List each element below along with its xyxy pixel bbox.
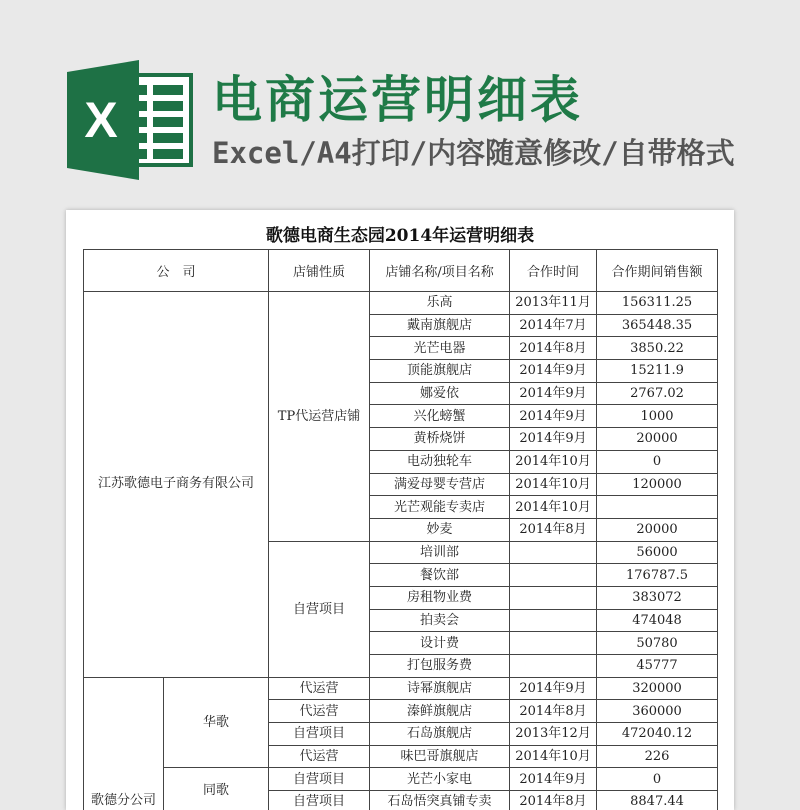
sales-amount: 15211.9 <box>597 360 718 383</box>
coop-time: 2014年10月 <box>510 473 597 496</box>
sales-amount <box>597 496 718 519</box>
store-name: 光芒观能专卖店 <box>370 496 510 519</box>
sales-amount: 1000 <box>597 405 718 428</box>
store-name: 拍卖会 <box>370 609 510 632</box>
store-name: 味巴哥旗舰店 <box>370 745 510 768</box>
col-sales: 合作期间销售额 <box>597 250 718 292</box>
store-name: 设计费 <box>370 632 510 655</box>
sales-amount: 320000 <box>597 677 718 700</box>
store-name: 电动独轮车 <box>370 450 510 473</box>
table-row <box>84 292 718 315</box>
sales-amount: 365448.35 <box>597 314 718 337</box>
store-type-cell: 自营项目 <box>269 541 370 677</box>
company-cell-branch: 歌德分公司 <box>84 677 164 810</box>
spreadsheet-preview <box>66 210 734 810</box>
col-coop-time: 合作时间 <box>510 250 597 292</box>
store-name: 光芒电器 <box>370 337 510 360</box>
coop-time <box>510 655 597 678</box>
excel-icon <box>67 60 195 180</box>
store-type: 代运营 <box>269 700 370 723</box>
sales-amount: 56000 <box>597 541 718 564</box>
sales-amount: 383072 <box>597 586 718 609</box>
store-name: 兴化螃蟹 <box>370 405 510 428</box>
col-company: 公 司 <box>84 250 269 292</box>
ledger-table <box>83 249 718 810</box>
coop-time <box>510 586 597 609</box>
sales-amount: 0 <box>597 450 718 473</box>
store-name: 打包服务费 <box>370 655 510 678</box>
col-store-name: 店铺名称/项目名称 <box>370 250 510 292</box>
sales-amount: 226 <box>597 745 718 768</box>
branch-cell: 华歌 <box>164 677 269 768</box>
coop-time: 2014年9月 <box>510 677 597 700</box>
coop-time: 2014年9月 <box>510 405 597 428</box>
coop-time: 2014年10月 <box>510 496 597 519</box>
branch-cell: 同歌 <box>164 768 269 810</box>
coop-time <box>510 609 597 632</box>
sales-amount: 45777 <box>597 655 718 678</box>
sales-amount: 472040.12 <box>597 723 718 746</box>
coop-time: 2014年9月 <box>510 428 597 451</box>
sales-amount: 20000 <box>597 518 718 541</box>
store-name: 诗幂旗舰店 <box>370 677 510 700</box>
store-name: 餐饮部 <box>370 564 510 587</box>
store-name: 戴南旗舰店 <box>370 314 510 337</box>
store-name: 溱鲜旗舰店 <box>370 700 510 723</box>
coop-time <box>510 564 597 587</box>
sales-amount: 50780 <box>597 632 718 655</box>
store-type: 自营项目 <box>269 768 370 791</box>
coop-time <box>510 632 597 655</box>
page-title: 电商运营明细表 <box>212 71 583 129</box>
sales-amount: 120000 <box>597 473 718 496</box>
header-row <box>84 250 718 292</box>
store-name: 石岛旗舰店 <box>370 723 510 746</box>
store-name: 培训部 <box>370 541 510 564</box>
coop-time: 2014年9月 <box>510 768 597 791</box>
col-store-type: 店铺性质 <box>269 250 370 292</box>
page-subtitle: Excel/A4打印/内容随意修改/自带格式 <box>212 136 735 170</box>
store-name: 顶能旗舰店 <box>370 360 510 383</box>
sales-amount: 3850.22 <box>597 337 718 360</box>
sales-amount: 360000 <box>597 700 718 723</box>
sales-amount: 2767.02 <box>597 382 718 405</box>
coop-time: 2014年9月 <box>510 382 597 405</box>
sales-amount: 20000 <box>597 428 718 451</box>
store-name: 房租物业费 <box>370 586 510 609</box>
table-title: 歌德电商生态园2014年运营明细表 <box>265 226 535 246</box>
store-type: 代运营 <box>269 745 370 768</box>
coop-time: 2014年10月 <box>510 745 597 768</box>
store-name: 乐高 <box>370 292 510 315</box>
coop-time: 2013年11月 <box>510 292 597 315</box>
sales-amount: 156311.25 <box>597 292 718 315</box>
coop-time: 2014年7月 <box>510 314 597 337</box>
sales-amount: 8847.44 <box>597 791 718 810</box>
table-row <box>84 768 718 791</box>
coop-time: 2013年12月 <box>510 723 597 746</box>
store-type: 自营项目 <box>269 723 370 746</box>
sales-amount: 0 <box>597 768 718 791</box>
store-type-cell: TP代运营店铺 <box>269 292 370 542</box>
coop-time: 2014年9月 <box>510 360 597 383</box>
store-name: 石岛悟突真铺专卖 <box>370 791 510 810</box>
store-name: 娜爱依 <box>370 382 510 405</box>
logo-letter: X <box>84 92 118 148</box>
store-name: 黄桥烧饼 <box>370 428 510 451</box>
sales-amount: 176787.5 <box>597 564 718 587</box>
store-name: 光芒小家电 <box>370 768 510 791</box>
coop-time: 2014年8月 <box>510 518 597 541</box>
coop-time: 2014年8月 <box>510 337 597 360</box>
coop-time <box>510 541 597 564</box>
store-name: 满爱母婴专营店 <box>370 473 510 496</box>
store-type: 自营项目 <box>269 791 370 810</box>
store-type: 代运营 <box>269 677 370 700</box>
table-row <box>84 677 718 700</box>
coop-time: 2014年10月 <box>510 450 597 473</box>
coop-time: 2014年8月 <box>510 791 597 810</box>
company-cell: 江苏歌德电子商务有限公司 <box>84 292 269 678</box>
sales-amount: 474048 <box>597 609 718 632</box>
store-name: 妙麦 <box>370 518 510 541</box>
coop-time: 2014年8月 <box>510 700 597 723</box>
